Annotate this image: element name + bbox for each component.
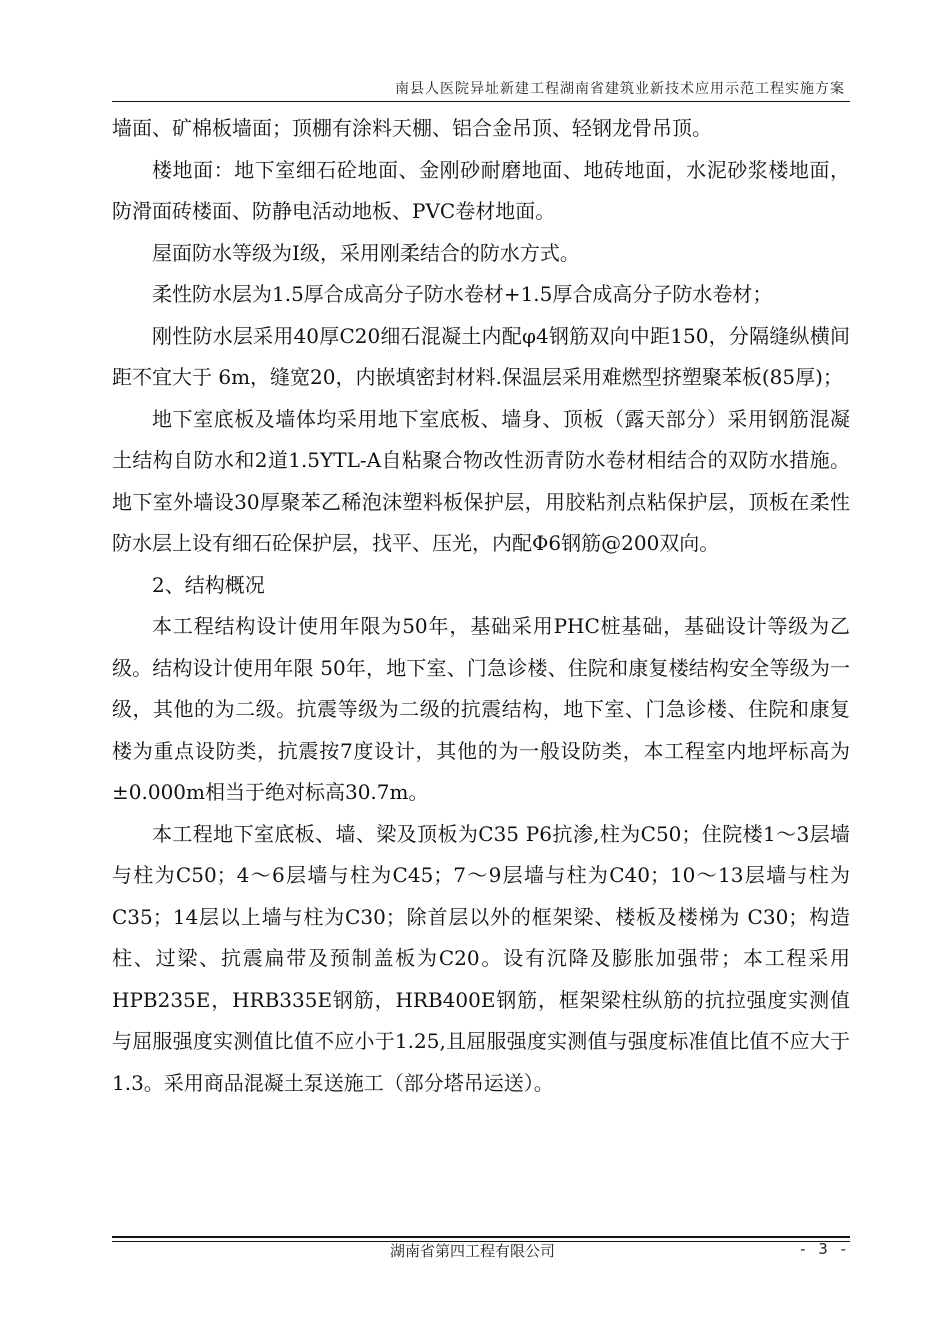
paragraph-concrete-grades: 本工程地下室底板、墙、梁及顶板为C35 P6抗渗,柱为C50；住院楼1～3层墙与柱为C50；4～6层墙与柱为C45；7～9层墙与柱为C40；10～13层墙与柱为C35；14层以上墙与柱为C30；除首层以外的框架梁、楼板及楼梯为 C30；构造柱、过梁、抗震扁带及预制盖板为C20。设有沉降及膨胀加强带；本工程采用HPB235E，HRB335E钢筋，HRB400E钢筋，框架梁柱纵筋的抗拉强度实测值与屈服强度实测值比值不应小于1.25,且屈服强度实测值与强度标准值比值不应大于1.3。采用商品混凝土泵送施工（部分塔吊运送）。 bbox=[112, 821, 850, 1095]
section-heading-structure: 2、结构概况 bbox=[152, 572, 265, 597]
paragraph-floors: 楼地面：地下室细石砼地面、金刚砂耐磨地面、地砖地面，水泥砂浆楼地面，防滑面砖楼面、防静电活动地板、PVC卷材地面。 bbox=[112, 157, 850, 223]
paragraph-structure-design: 本工程结构设计使用年限为50年，基础采用PHC桩基础，基础设计等级为乙级。结构设计使用年限 50年，地下室、门急诊楼、住院和康复楼结构安全等级为一级，其他的为二级。抗震等级为二级的抗震结构，地下室、门急诊楼、住院和康复楼为重点设防类，抗震按7度设计，其他的为一般设防类，本工程室内地坪标高为±0.000m相当于绝对标高30.7m。 bbox=[112, 614, 850, 804]
running-header: 南县人医院异址新建工程湖南省建筑业新技术应用示范工程实施方案 bbox=[395, 81, 845, 97]
footer-rule-thick bbox=[112, 1236, 850, 1238]
document-body bbox=[112, 108, 850, 1104]
paragraph-roof-waterproof-grade: 屋面防水等级为Ⅰ级，采用刚柔结合的防水方式。 bbox=[152, 240, 580, 265]
paragraph-flexible-layer: 柔性防水层为1.5厚合成高分子防水卷材+1.5厚合成高分子防水卷材； bbox=[152, 282, 773, 306]
paragraph-rigid-layer: 刚性防水层采用40厚C20细石混凝土内配φ4钢筋双向中距150，分隔缝纵横间距不宜大于 6m，缝宽20，内嵌填密封材料.保温层采用难燃型挤塑聚苯板(85厚)； bbox=[112, 323, 850, 389]
paragraph-continuation: 墙面、矿棉板墙面；顶棚有涂料天棚、铝合金吊顶、轻钢龙骨吊顶。 bbox=[112, 116, 712, 140]
page-number: - 3 - bbox=[800, 1240, 850, 1258]
header-rule bbox=[112, 101, 850, 102]
paragraph-basement-waterproof: 地下室底板及墙体均采用地下室底板、墙身、顶板（露天部分）采用钢筋混凝土结构自防水和2道1.5YTL-A自粘聚合物改性沥青防水卷材相结合的双防水措施。地下室外墙设30厚聚苯乙稀泡沫塑料板保护层，用胶粘剂点粘保护层，顶板在柔性防水层上设有细石砼保护层，找平、压光，内配Φ6钢筋@200双向。 bbox=[112, 406, 850, 555]
footer-company: 湖南省第四工程有限公司 bbox=[390, 1242, 556, 1260]
